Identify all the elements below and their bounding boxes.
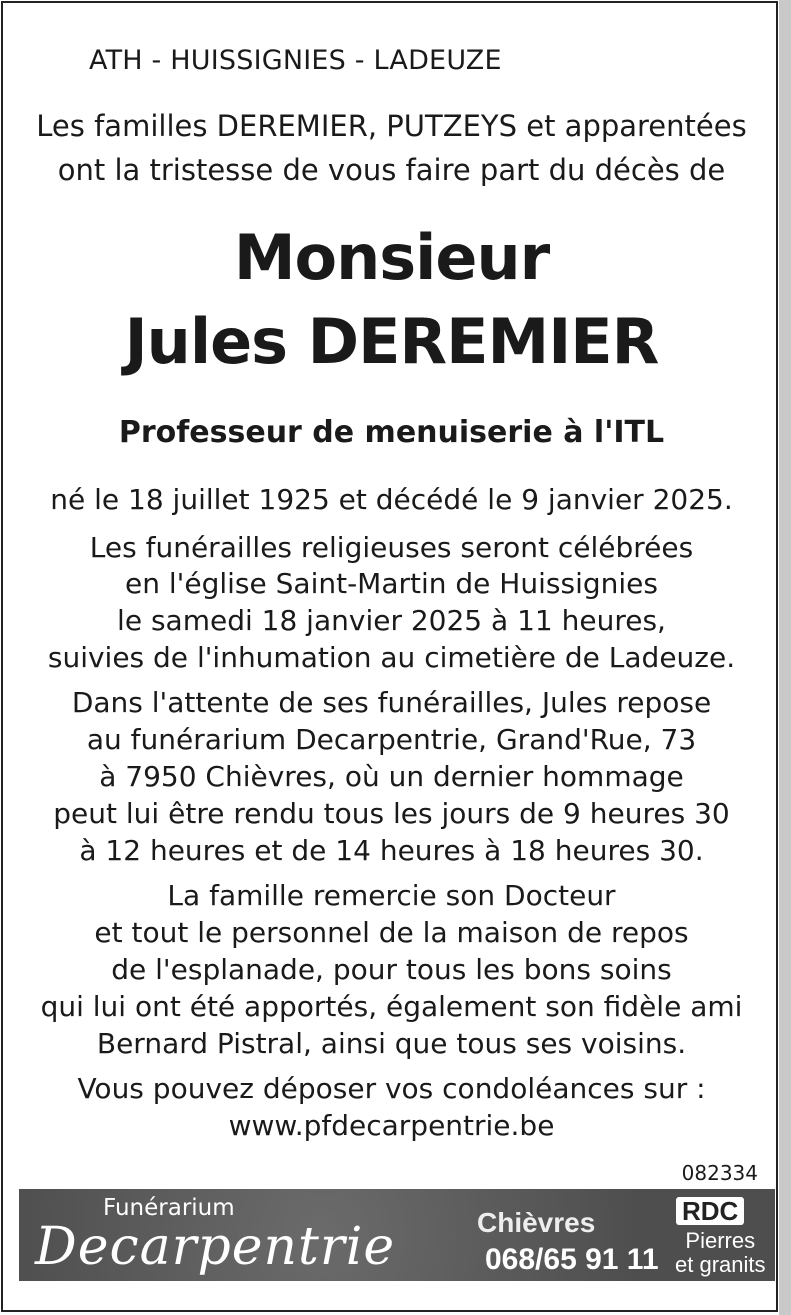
profession: Professeur de menuiserie à l'ITL	[118, 415, 665, 450]
intro-line-2: ont la tristesse de vous faire part du décès de	[57, 153, 726, 187]
body-line: suivies de l'inhumation au cimetière de Ladeuze.	[47, 641, 736, 674]
body-line: à 12 heures et de 14 heures à 18 heures 30.	[79, 834, 704, 867]
banner-rdc-logo: RDC	[676, 1197, 744, 1225]
body-line: à 7950 Chièvres, où un dernier hommage	[99, 760, 684, 793]
condolences-line: Vous pouvez déposer vos condoléances sur :	[77, 1072, 706, 1105]
reference-number: 082334	[681, 1161, 758, 1185]
body-line: Bernard Pistral, ainsi que tous ses voisins.	[96, 1027, 687, 1060]
body-line: le samedi 18 janvier 2025 à 11 heures,	[117, 604, 666, 637]
banner-funerarium: Funérarium	[103, 1195, 235, 1221]
banner-logo-name: Decarpentrie	[35, 1217, 396, 1277]
body-line: Dans l'attente de ses funérailles, Jules repose	[71, 686, 712, 719]
funeral-home-banner	[19, 1189, 775, 1281]
body-line: La famille remercie son Docteur	[167, 879, 616, 912]
banner-city: Chièvres	[477, 1207, 596, 1238]
body-line: qui lui ont été apportés, également son fidèle ami	[40, 990, 743, 1023]
website-link[interactable]: www.pfdecarpentrie.be	[228, 1109, 555, 1142]
location-header: ATH - HUISSIGNIES - LADEUZE	[89, 45, 502, 76]
title-honorific: Monsieur	[233, 221, 550, 294]
banner-phone: 068/65 91 11	[485, 1243, 659, 1276]
body-line: Les funérailles religieuses seront célébrées	[89, 531, 694, 564]
page-margin	[779, 0, 791, 1315]
intro-line-1: Les familles DEREMIER, PUTZEYS et apparentées	[36, 109, 747, 143]
banner-pierres-line-1: Pierres	[685, 1228, 756, 1253]
banner-pierres-line-2: et granits	[675, 1252, 766, 1277]
body-line: en l'église Saint-Martin de Huissignies	[125, 567, 658, 600]
deceased-name: Jules DEREMIER	[124, 305, 659, 378]
body-line: au funérarium Decarpentrie, Grand'Rue, 73	[86, 723, 697, 756]
body-line: et tout le personnel de la maison de repos	[94, 916, 689, 949]
obituary-notice	[1, 1, 778, 1312]
body-line: de l'esplanade, pour tous les bons soins	[111, 953, 672, 986]
body-line: peut lui être rendu tous les jours de 9 heures 30	[53, 797, 730, 830]
body-line: né le 18 juillet 1925 et décédé le 9 janvier 2025.	[50, 483, 733, 516]
banner-pierres	[675, 1229, 766, 1277]
